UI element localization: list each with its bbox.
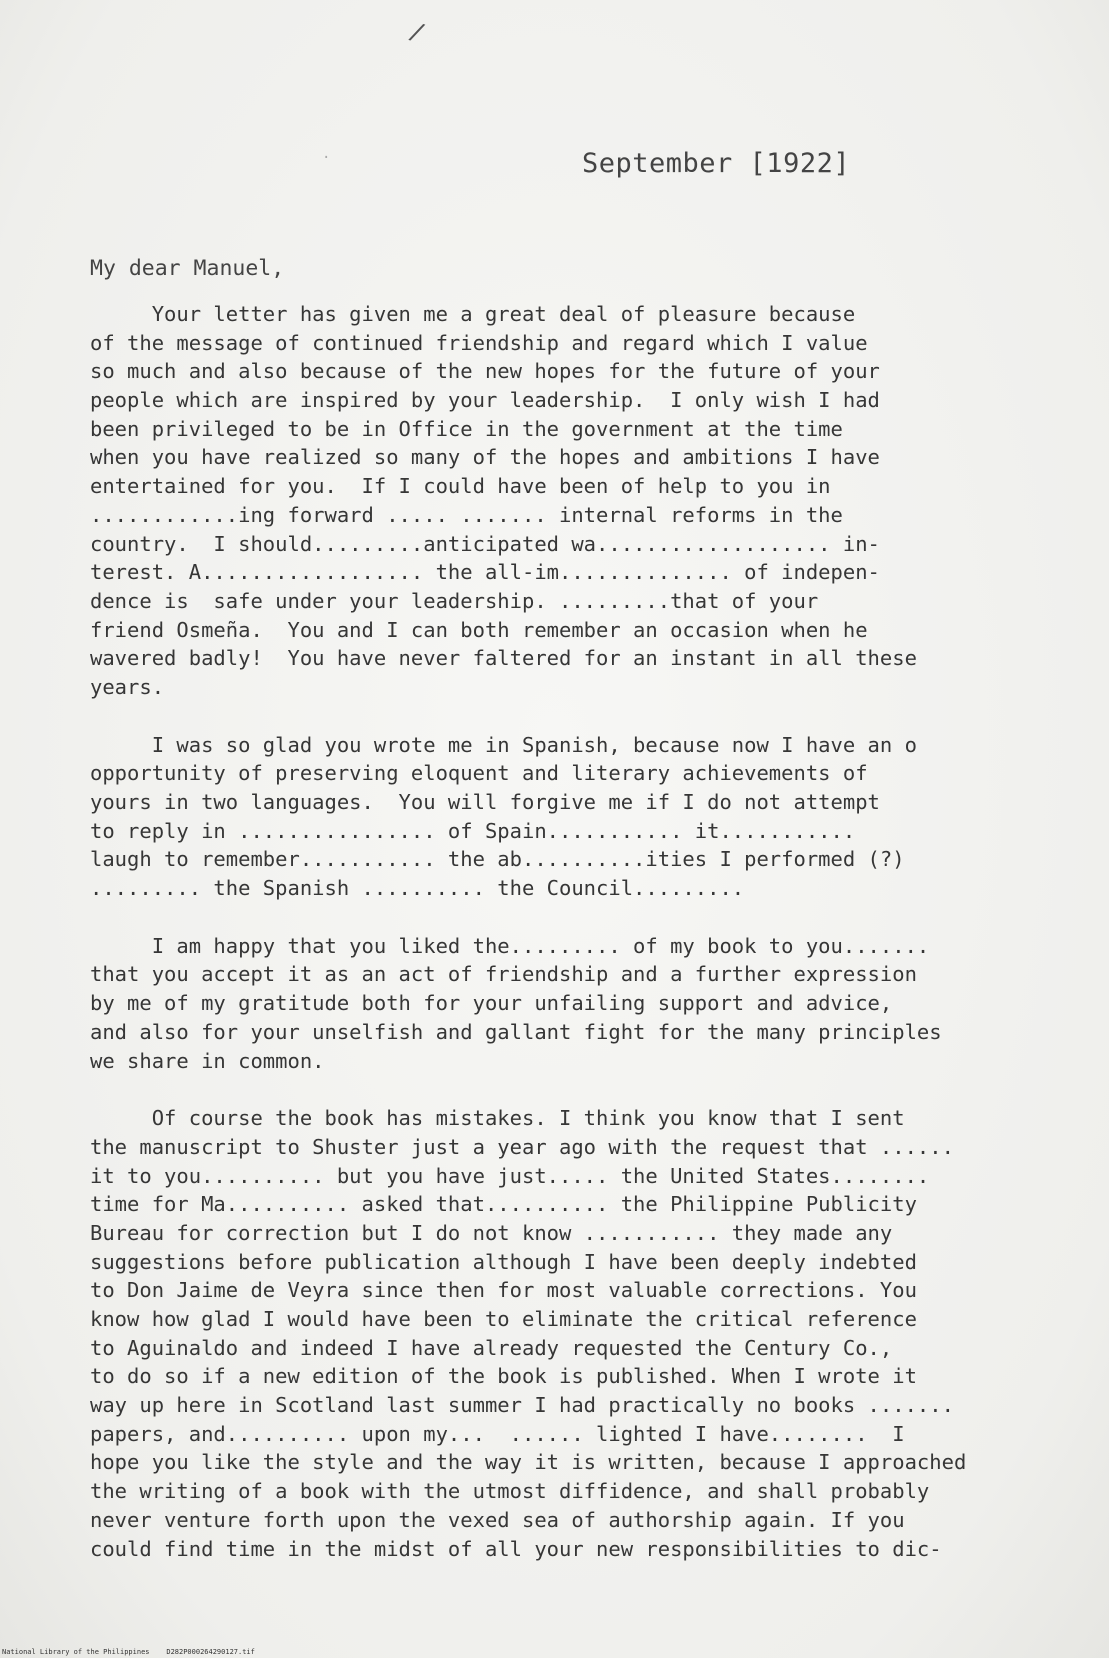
text-line: it to you.......... but you have just..... the United States........ bbox=[90, 1163, 930, 1188]
paragraph bbox=[90, 731, 1090, 903]
text-line: papers, and.......... upon my... ...... lighted I have........ I bbox=[90, 1421, 905, 1446]
letter-date: September [1922] bbox=[582, 148, 851, 179]
text-line: hope you like the style and the way it is written, because I approached bbox=[90, 1450, 967, 1475]
text-line: could find time in the midst of all your new responsibilities to dic- bbox=[90, 1536, 942, 1561]
text-line: so much and also because of the new hopes for the future of your bbox=[90, 359, 880, 384]
text-line: the manuscript to Shuster just a year ago with the request that ...... bbox=[90, 1134, 954, 1159]
text-line: Bureau for correction but I do not know ........... they made any bbox=[90, 1220, 893, 1245]
text-line: laugh to remember........... the ab..........ities I performed (?) bbox=[90, 847, 905, 872]
text-line: and also for your unselfish and gallant fight for the many principles bbox=[90, 1019, 942, 1044]
text-line: I was so glad you wrote me in Spanish, because now I have an o bbox=[90, 732, 917, 757]
text-line: to do so if a new edition of the book is published. When I wrote it bbox=[90, 1364, 917, 1389]
text-line: friend Osmeña. You and I can both remember an occasion when he bbox=[90, 617, 868, 642]
letter-body bbox=[90, 300, 1090, 1592]
text-line: to Don Jaime de Veyra since then for most valuable corrections. You bbox=[90, 1278, 917, 1303]
text-line: never venture forth upon the vexed sea of authorship again. If you bbox=[90, 1507, 905, 1532]
text-line: way up here in Scotland last summer I had practically no books ....... bbox=[90, 1393, 954, 1418]
text-line: know how glad I would have been to eliminate the critical reference bbox=[90, 1307, 917, 1331]
text-line: to reply in ................ of Spain........... it........... bbox=[90, 818, 856, 843]
text-line: wavered badly! You have never faltered for an instant in all these bbox=[90, 646, 917, 671]
paragraph bbox=[90, 300, 1090, 702]
text-line: time for Ma.......... asked that.......... the Philippine Publicity bbox=[90, 1192, 917, 1217]
text-line: to Aguinaldo and indeed I have already requested the Century Co., bbox=[90, 1335, 893, 1360]
text-line: I am happy that you liked the......... of my book to you....... bbox=[90, 933, 930, 958]
text-line: been privileged to be in Office in the government at the time bbox=[90, 416, 843, 441]
text-line: by me of my gratitude both for your unfailing support and advice, bbox=[90, 991, 893, 1016]
text-line: opportunity of preserving eloquent and literary achievements of bbox=[90, 761, 868, 786]
pencil-mark: / bbox=[406, 16, 429, 48]
text-line: years. bbox=[90, 674, 165, 699]
text-line: ......... the Spanish .......... the Council......... bbox=[90, 876, 745, 901]
salutation: My dear Manuel, bbox=[90, 256, 285, 281]
text-line: terest. A.................. the all-im.............. of indepen- bbox=[90, 560, 880, 585]
text-line: of the message of continued friendship and regard which I value bbox=[90, 330, 868, 355]
paragraph bbox=[90, 932, 1090, 1075]
paragraph bbox=[90, 1104, 1090, 1563]
text-line: ............ing forward ..... ....... internal reforms in the bbox=[90, 502, 843, 527]
text-line: Your letter has given me a great deal of pleasure because bbox=[90, 302, 856, 326]
archive-footer: National Library of the Philippines D282P000264290127.tif bbox=[2, 1648, 255, 1656]
text-line: the writing of a book with the utmost diffidence, and shall probably bbox=[90, 1479, 930, 1504]
text-line: dence is safe under your leadership. .........that of your bbox=[90, 588, 819, 613]
text-line: we share in common. bbox=[90, 1048, 325, 1073]
text-line: that you accept it as an act of friendship and a further expression bbox=[90, 962, 917, 987]
text-line: suggestions before publication although I have been deeply indebted bbox=[90, 1249, 917, 1274]
text-line: yours in two languages. You will forgive me if I do not attempt bbox=[90, 790, 880, 814]
scan-speck: · bbox=[322, 150, 331, 166]
text-line: entertained for you. If I could have been of help to you in bbox=[90, 474, 831, 499]
text-line: Of course the book has mistakes. I think you know that I sent bbox=[90, 1106, 905, 1131]
text-line: when you have realized so many of the hopes and ambitions I have bbox=[90, 445, 880, 470]
text-line: people which are inspired by your leadership. I only wish I had bbox=[90, 388, 880, 413]
text-line: country. I should.........anticipated wa................... in- bbox=[90, 531, 880, 556]
